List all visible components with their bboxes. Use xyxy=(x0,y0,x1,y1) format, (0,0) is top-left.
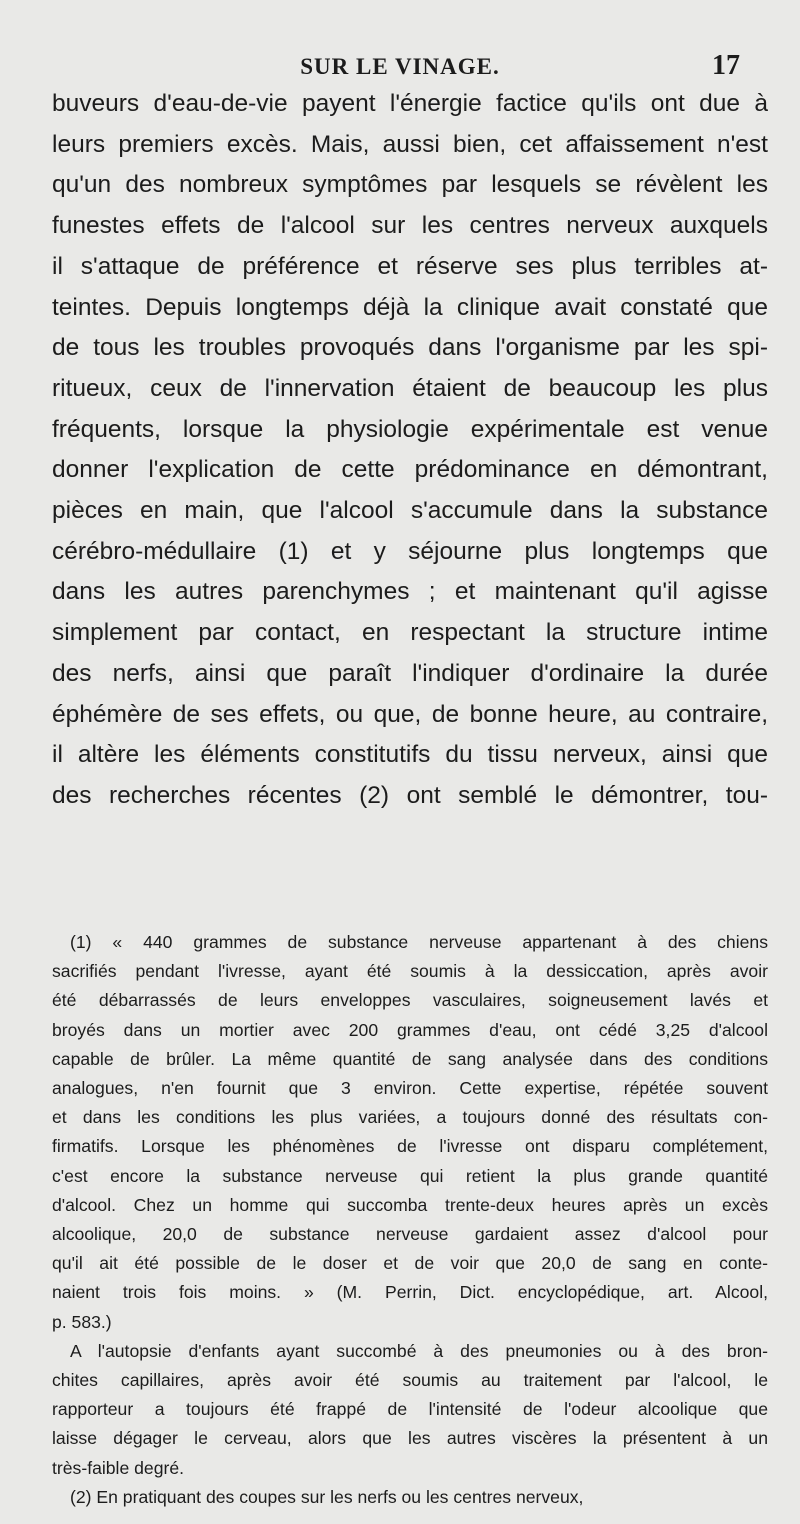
footnote-line: capable de brûler. La même quantité de sang analysée dans des conditions xyxy=(52,1048,768,1069)
running-title: SUR LE VINAGE. xyxy=(300,54,500,79)
footnote-line: qu'il ait été possible de le doser et de voir que 20,0 de sang en conte- xyxy=(52,1253,768,1274)
body-line: simplement par contact, en respectant la structure intime xyxy=(52,619,768,647)
footnotes xyxy=(52,928,768,1512)
footnote-line: été débarrassés de leurs enveloppes vasculaires, soigneusement lavés et xyxy=(52,990,768,1011)
body-line: teintes. Depuis longtemps déjà la clinique avait constaté que xyxy=(52,293,768,321)
footnote-1 xyxy=(52,928,768,1337)
body-line: donner l'explication de cette prédominance en démontrant, xyxy=(52,456,768,484)
body-line: de tous les troubles provoqués dans l'organisme par les spi- xyxy=(52,334,768,362)
footnote-line: A l'autopsie d'enfants ayant succombé à des pneumonies ou à des bron- xyxy=(70,1340,768,1361)
body-line: cérébro-médullaire (1) et y séjourne plus longtemps que xyxy=(52,537,768,565)
footnote-line: et dans les conditions les plus variées, a toujours donné des résultats con- xyxy=(52,1107,768,1128)
body-line: dans les autres parenchymes ; et maintenant qu'il agisse xyxy=(52,578,768,606)
body-line: ritueux, ceux de l'innervation étaient de beaucoup les plus xyxy=(52,374,768,402)
footnote-line: naient trois fois moins. » (M. Perrin, Dict. encyclopédique, art. Alcool, xyxy=(52,1282,768,1303)
footnote-line: alcoolique, 20,0 de substance nerveuse gardaient assez d'alcool pour xyxy=(52,1224,768,1245)
footnote-line: d'alcool. Chez un homme qui succomba trente-deux heures après un excès xyxy=(52,1194,768,1215)
body-line: il altère les éléments constitutifs du tissu nerveux, ainsi que xyxy=(52,741,768,769)
footnote-1-continuation xyxy=(52,1337,768,1483)
body-line: buveurs d'eau-de-vie payent l'énergie factice qu'ils ont due à xyxy=(52,90,768,117)
footnote-line: rapporteur a toujours été frappé de l'intensité de l'odeur alcoolique que xyxy=(52,1399,768,1420)
footnote-line: très-faible degré. xyxy=(52,1457,185,1478)
footnote-line: chites capillaires, après avoir été soumis au traitement par l'alcool, le xyxy=(52,1370,768,1391)
footnote-line: analogues, n'en fournit que 3 environ. Cette expertise, répétée souvent xyxy=(52,1078,768,1099)
footnote-line: laisse dégager le cerveau, alors que les autres viscères la présentent à un xyxy=(52,1428,768,1449)
body-line: éphémère de ses effets, ou que, de bonne heure, au contraire, xyxy=(52,700,768,728)
body-line: qu'un des nombreux symptômes par lesquels se révèlent les xyxy=(52,171,768,199)
body-line: leurs premiers excès. Mais, aussi bien, cet affaissement n'est xyxy=(52,130,768,158)
page-number: 17 xyxy=(712,50,740,81)
footnote-2 xyxy=(52,1483,768,1512)
page-header xyxy=(0,50,800,84)
footnote-line: p. 583.) xyxy=(52,1311,112,1332)
footnote-line: sacrifiés pendant l'ivresse, ayant été soumis à la dessiccation, après avoir xyxy=(52,961,768,982)
body-line: funestes effets de l'alcool sur les centres nerveux auxquels xyxy=(52,212,768,240)
footnote-line: c'est encore la substance nerveuse qui retient la plus grande quantité xyxy=(52,1165,768,1186)
footnote-line: broyés dans un mortier avec 200 grammes d'eau, ont cédé 3,25 d'alcool xyxy=(52,1019,768,1040)
footnote-line: (2) En pratiquant des coupes sur les nerfs ou les centres nerveux, xyxy=(70,1486,584,1507)
body-line: pièces en main, que l'alcool s'accumule dans la substance xyxy=(52,497,768,525)
body-line: fréquents, lorsque la physiologie expérimentale est venue xyxy=(52,415,768,443)
body-line: des recherches récentes (2) ont semblé le démontrer, tou- xyxy=(52,781,768,809)
body-line: il s'attaque de préférence et réserve ses plus terribles at- xyxy=(52,252,768,280)
footnote-line: (1) « 440 grammes de substance nerveuse appartenant à des chiens xyxy=(70,932,768,952)
body-line: des nerfs, ainsi que paraît l'indiquer d'ordinaire la durée xyxy=(52,659,768,687)
footnote-line: firmatifs. Lorsque les phénomènes de l'ivresse ont disparu complétement, xyxy=(52,1136,768,1157)
main-paragraph xyxy=(52,84,768,817)
